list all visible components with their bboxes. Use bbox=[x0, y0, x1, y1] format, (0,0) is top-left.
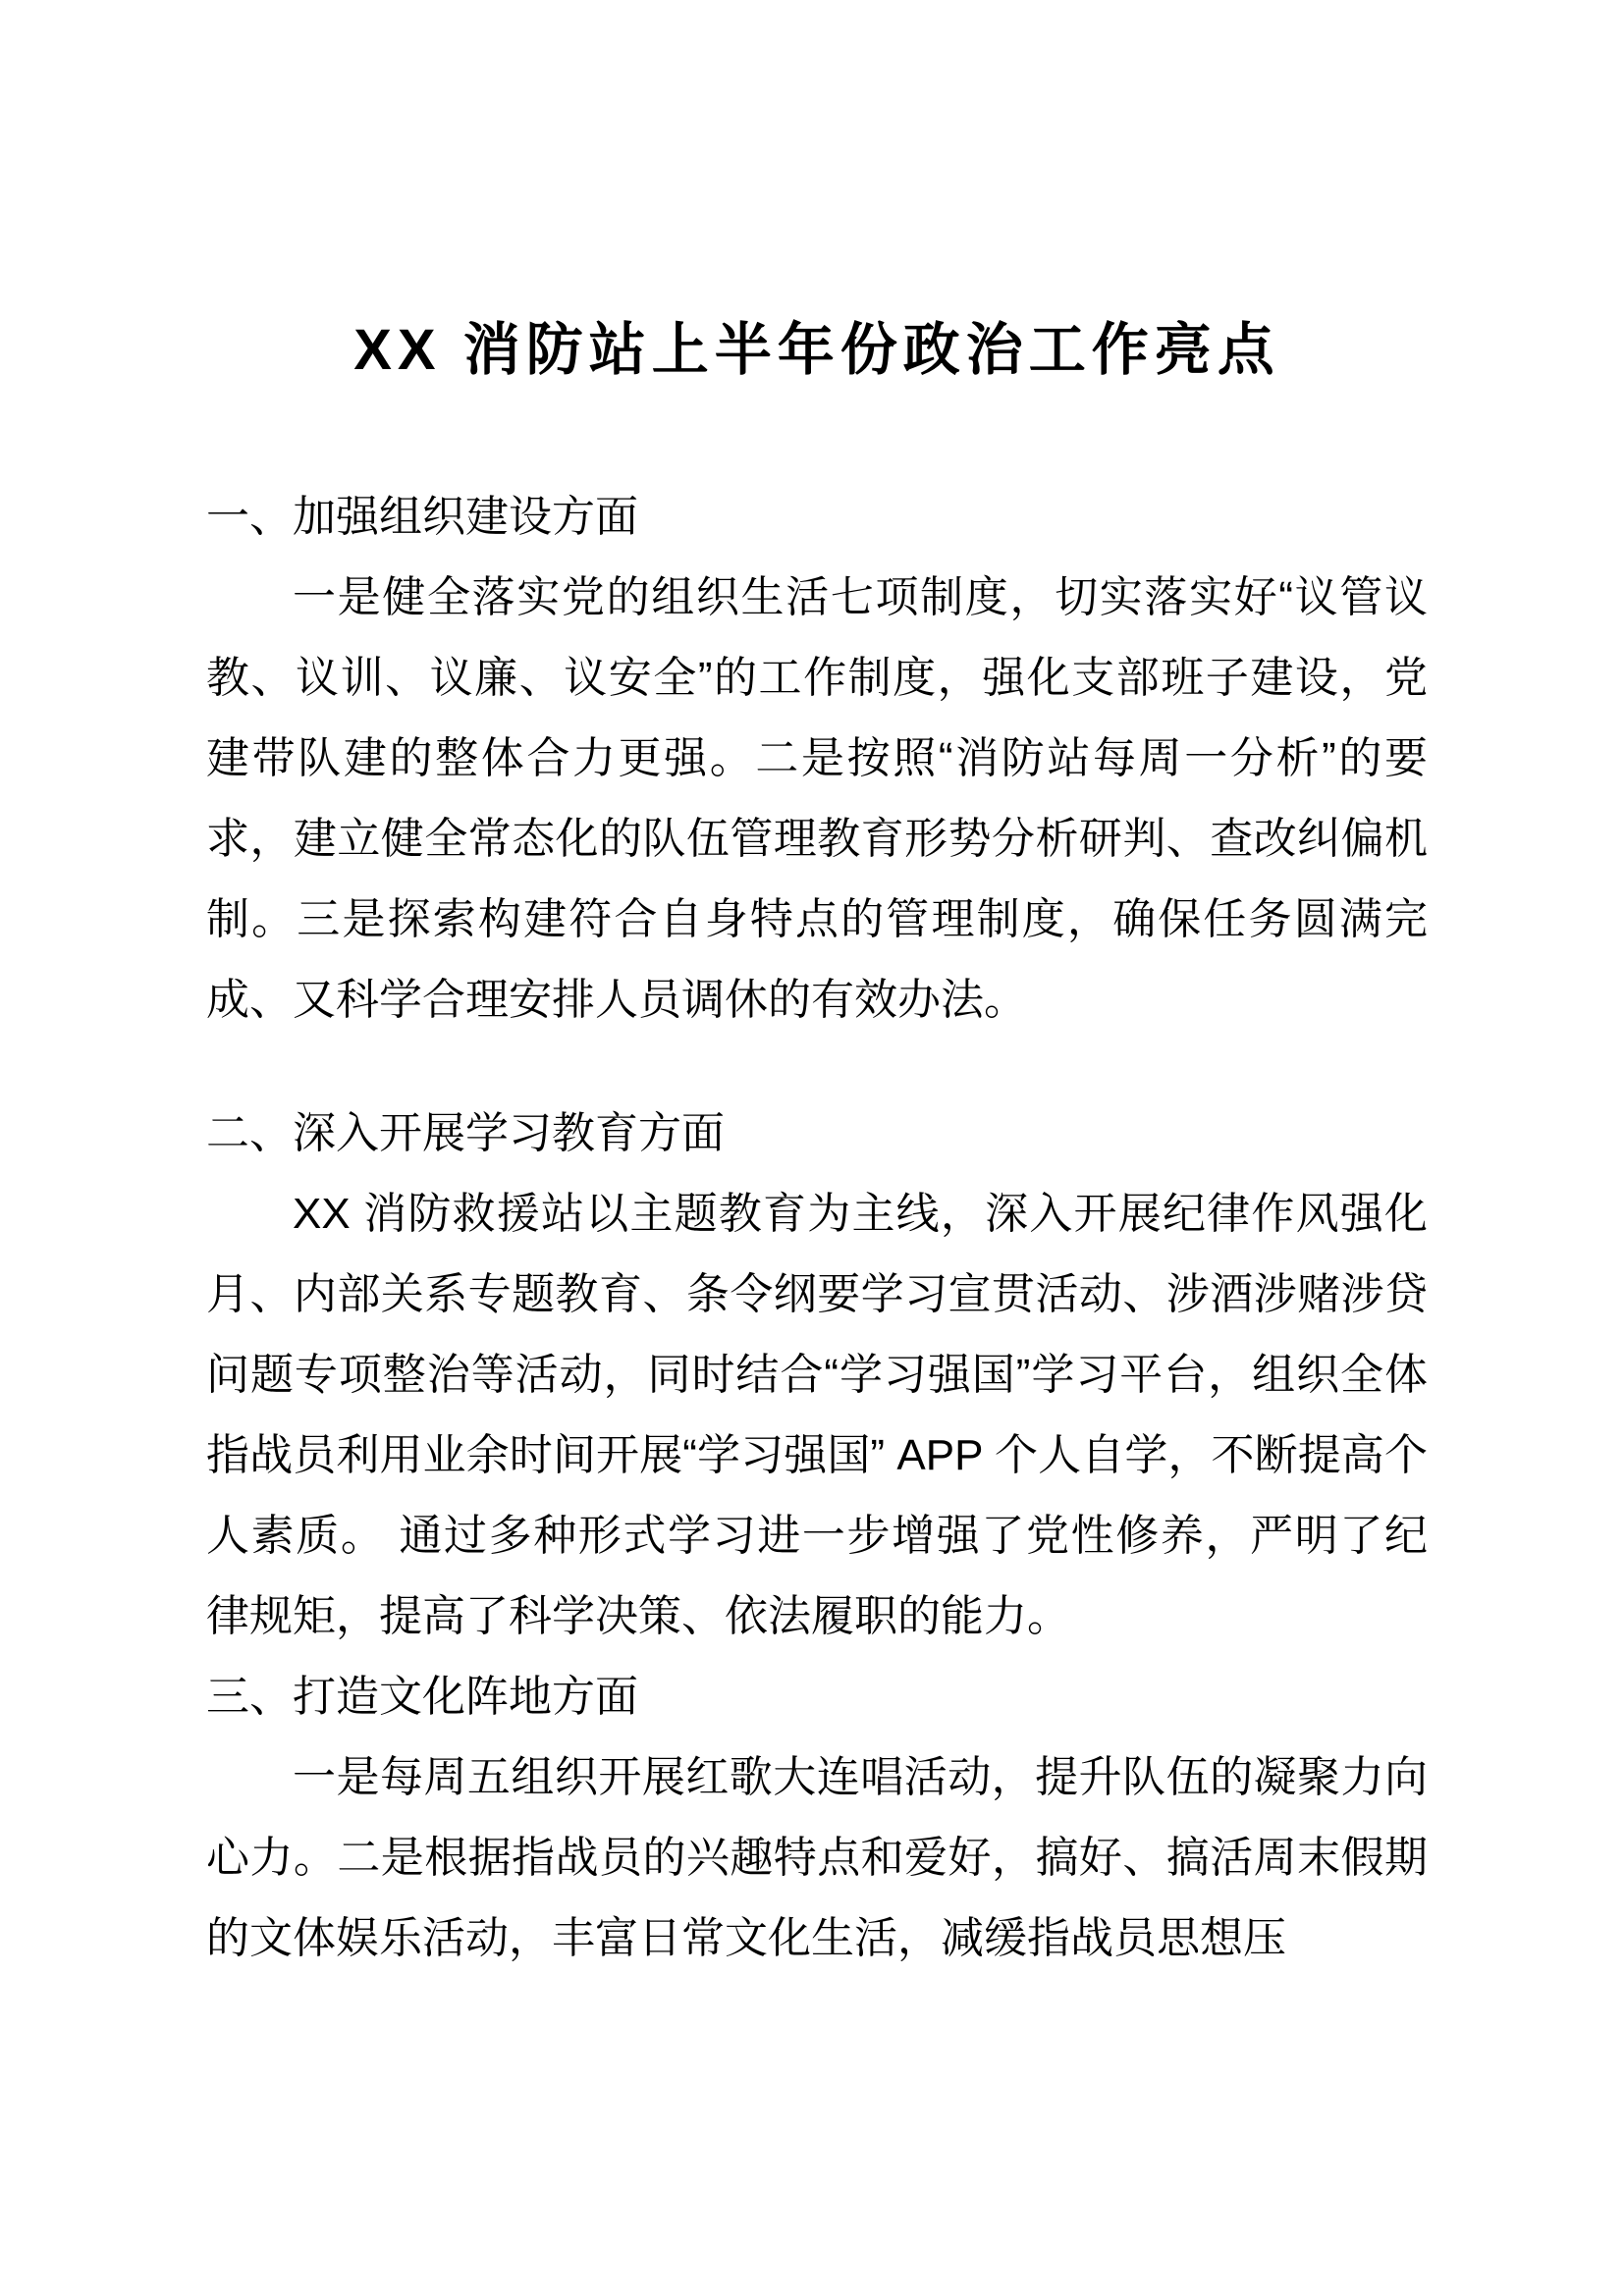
document-title: XX 消防站上半年份政治工作亮点 bbox=[353, 318, 1280, 382]
section-2-heading: 二、深入开展学习教育方面 bbox=[206, 1109, 725, 1157]
document-content bbox=[0, 306, 1624, 1979]
section-2-paragraph: XX 消防救援站以主题教育为主线，深入开展纪律作风强化月、内部关系专题教育、条令纲要学习宣贯活动、涉酒涉赌涉贷问题专项整治等活动，同时结合“学习强国”学习平台，组织全体指战员利用业余时间开展“学习强国” APP 个人自学，不断提高个人素质。 通过多种形式学习进一步增强了党性修养，严明了纪律规矩，提高了科学决策、依法履职的能力。 bbox=[206, 1190, 1428, 1640]
section-3-heading: 三、打造文化阵地方面 bbox=[206, 1673, 638, 1721]
section-3-paragraph: 一是每周五组织开展红歌大连唱活动，提升队伍的凝聚力向心力。二是根据指战员的兴趣特点和爱好，搞好、搞活周末假期的文体娱乐活动，丰富日常文化生活，减缓指战员思想压 bbox=[206, 1753, 1428, 1962]
section-1-paragraph: 一是健全落实党的组织生活七项制度，切实落实好“议管议教、议训、议廉、议安全”的工作制度，强化支部班子建设，党建带队建的整体合力更强。二是按照“消防站每周一分析”的要求，建立健全常态化的队伍管理教育形势分析研判、查改纠偏机制。三是探索构建符合自身特点的管理制度，确保任务圆满完成、又科学合理安排人员调休的有效办法。 bbox=[206, 573, 1428, 1024]
section-1-heading: 一、加强组织建设方面 bbox=[206, 493, 638, 541]
